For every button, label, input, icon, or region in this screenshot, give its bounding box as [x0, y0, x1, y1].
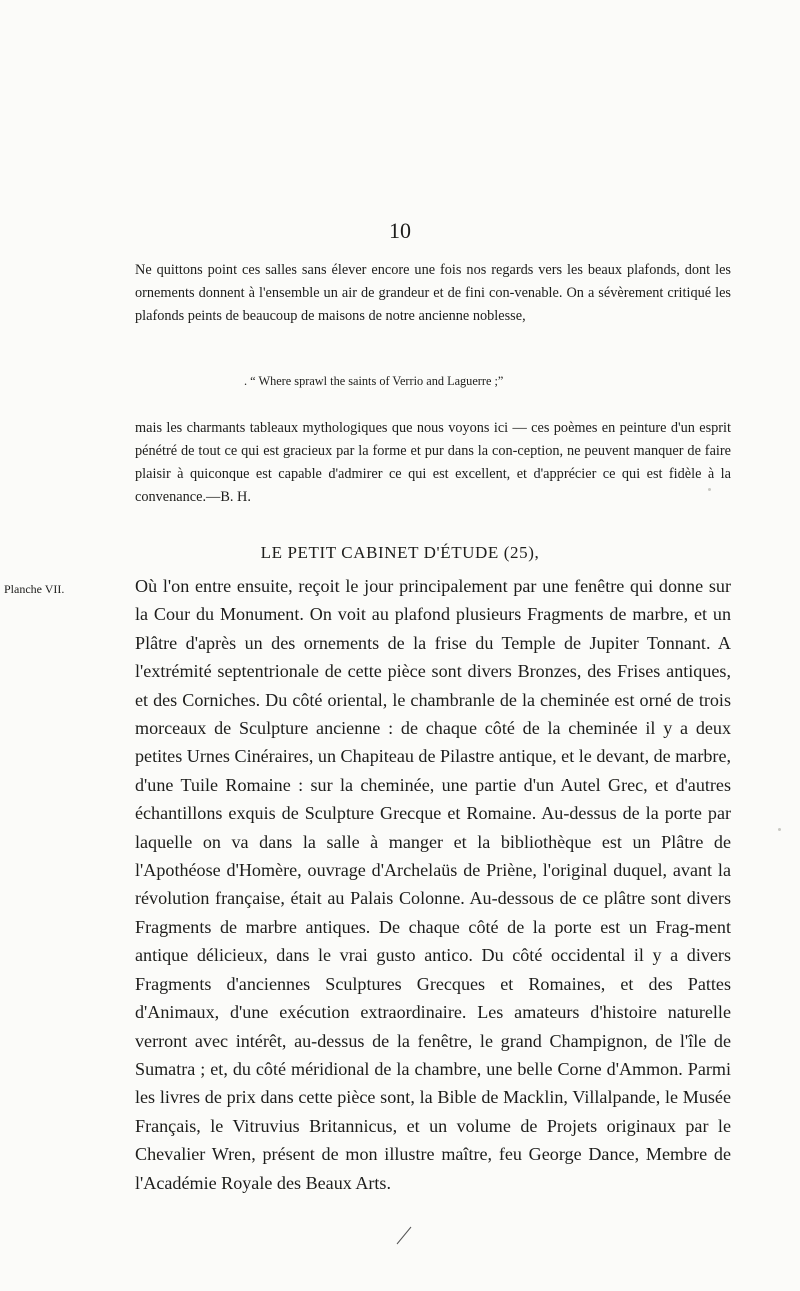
intro-text: Ne quittons point ces salles sans élever encore une fois nos regards vers les beaux plafonds, dont les ornements donnent à l'ensemble un air de grandeur et de fini con-venable. On a sévèrement critiqué les plafonds peints de beaucoup de maisons de notre ancienne noblesse,: [135, 262, 731, 324]
pen-stroke-path: [397, 1227, 411, 1244]
margin-note: Planche VII.: [4, 582, 65, 596]
after-quote-text: mais les charmants tableaux mythologiques que nous voyons ici — ces poèmes en peinture d'un esprit pénétré de tout ce qui est gracieux par la forme et pur dans la con-ception, ne peuvent manquer de faire plaisir à quiconque est capable d'admirer ce qui est excellent, et d'apprécier ce qui est fidèle à la convenance.—B. H.: [135, 420, 731, 505]
main-text: Où l'on entre ensuite, reçoit le jour principalement par une fenêtre qui donne sur la Cour du Monument. On voit au plafond plusieurs Fragments de marbre, et un Plâtre d'après un des ornements de la frise du Temple de Jupiter Tonnant. A l'extrémité septentrionale de cette pièce sont divers Bronzes, des Frises antiques, et des Corniches. Du côté oriental, le chambranle de la cheminée est orné de trois morceaux de Sculpture ancienne : de chaque côté de la cheminée il y a deux petites Urnes Cinéraires, un Chapiteau de Pilastre antique, et le devant, de marbre, d'une Tuile Romaine : sur la cheminée, une partie d'un Autel Grec, et d'autres échantillons exquis de Sculpture Grecque et Romaine. Au-dessus de la porte par laquelle on va dans la salle à manger et la bibliothèque est un Plâtre de l'Apothéose d'Homère, ouvrage d'Archelaüs de Priène, l'original duquel, avant la révolution française, était au Palais Colonne. Au-dessous de ce plâtre sont divers Fragments de marbre antiques. De chaque côté de la porte est un Frag-ment antique délicieux, dans le vrai gusto antico. Du côté occidental il y a divers Fragments d'anciennes Sculptures Grecques et Romaines, et des Pattes d'Animaux, d'une exécution extraordinaire. Les amateurs d'histoire naturelle verront avec intérêt, au-dessus de la fenêtre, le grand Champignon, de l'île de Sumatra ; et, du côté méridional de la chambre, une belle Corne d'Ammon. Parmi les livres de prix dans cette pièce sont, la Bible de Macklin, Villalpande, le Musée Français, le Vitruvius Britannicus, et un volume de Projets originaux par le Chevalier Wren, présent de mon illustre maître, feu George Dance, Membre de l'Académie Royale des Beaux Arts.: [135, 576, 731, 1193]
speck-mark: [708, 488, 711, 491]
main-paragraph: [135, 572, 731, 1197]
speck-mark-2: [778, 828, 781, 831]
page-number: 10: [389, 218, 411, 243]
after-quote-paragraph: [135, 417, 731, 509]
intro-paragraph: [135, 259, 731, 328]
quotation-line: . “ Where sprawl the saints of Verrio and Laguerre ;”: [244, 374, 504, 388]
section-heading: LE PETIT CABINET D'ÉTUDE (25),: [260, 543, 540, 562]
pen-stroke-mark: [393, 1224, 415, 1246]
